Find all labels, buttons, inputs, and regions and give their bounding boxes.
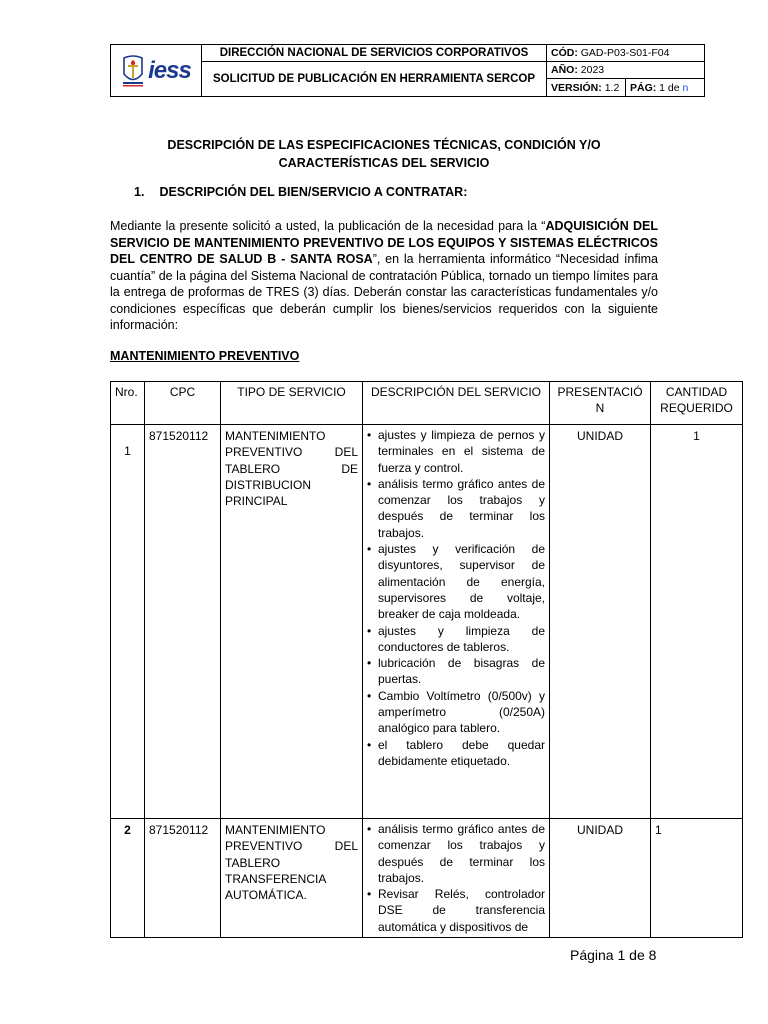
code-label: CÓD: — [551, 47, 578, 59]
section-heading — [134, 185, 467, 199]
cell-cpc: 871520112 — [145, 819, 221, 938]
table-row — [111, 819, 743, 938]
services-table — [110, 381, 743, 938]
year-value: 2023 — [580, 64, 605, 76]
cell-presentacion: UNIDAD — [550, 819, 651, 938]
header-cantidad: CANTIDAD REQUERIDO — [651, 382, 743, 425]
header-nro: Nro. — [111, 382, 145, 425]
year-cell — [547, 62, 705, 79]
cell-cantidad: 1 — [651, 819, 743, 938]
list-item: • ajustes y limpieza de conductores de tableros. — [366, 623, 545, 656]
cell-cantidad: 1 — [651, 425, 743, 819]
header-line-2: SOLICITUD DE PUBLICACIÓN EN HERRAMIENTA SERCOP — [202, 62, 547, 97]
page-label: PÁG: — [630, 81, 657, 94]
document-header — [110, 44, 705, 97]
header-presentacion: PRESENTACIÓN — [550, 382, 651, 425]
cell-tipo: MANTENIMIENTO PREVENTIVO DEL TABLERO TRANSFERENCIA AUTOMÁTICA. — [221, 819, 363, 938]
description-list — [366, 427, 545, 769]
paragraph-bold: ADQUISICIÓN DEL SERVICIO DE MANTENIMIENTO PREVENTIVO DE LOS EQUIPOS Y SISTEMAS ELÉCTRICOS DEL CENTRO DE SALUD B - SANTA ROSA — [110, 219, 658, 266]
page-value: 1 de — [659, 81, 680, 94]
cell-nro: 1 — [111, 425, 145, 819]
table-header-row — [111, 382, 743, 425]
paragraph-rest: ”, en la herramienta informático “Necesidad ínfima cuantía” de la página del Sistema Nacional de contratación Pública, tornado un tiempo límites para la entrega de proformas de TRES (3) días. Deberán constar las características fundamentales y/o condiciones específicas que deberán cumplir los bienes/servicios requeridos con la siguiente información: — [110, 252, 658, 332]
header-descripcion: DESCRIPCIÓN DEL SERVICIO — [363, 382, 550, 425]
cell-nro: 2 — [111, 819, 145, 938]
cell-descripcion — [363, 819, 550, 938]
version-cell — [547, 79, 626, 97]
list-item: • Cambio Voltímetro (0/500v) y amperímetro (0/250A) analógico para tablero. — [366, 688, 545, 737]
list-item: • ajustes y verificación de disyuntores, supervisor de alimentación de energía, supervisores de voltaje, breaker de caja moldeada. — [366, 541, 545, 622]
logo-cell — [111, 45, 202, 97]
year-label: AÑO: — [551, 64, 578, 76]
section-number: 1. — [134, 185, 145, 199]
iess-emblem-icon — [121, 54, 145, 88]
page-total: n — [682, 81, 689, 94]
list-item: • análisis termo gráfico antes de comenzar los trabajos y después de terminar los trabajos. — [366, 476, 545, 541]
table-row — [111, 425, 743, 819]
version-value: 1.2 — [604, 81, 620, 94]
description-list — [366, 821, 545, 935]
page-cell — [626, 79, 705, 97]
cell-presentacion: UNIDAD — [550, 425, 651, 819]
iess-logo — [111, 47, 201, 95]
cell-cpc: 871520112 — [145, 425, 221, 819]
list-item: • Revisar Relés, controlador DSE de transferencia automática y dispositivos de — [366, 886, 545, 935]
list-item: • ajustes y limpieza de pernos y terminales en el sistema de fuerza y control. — [366, 427, 545, 476]
list-item: • el tablero debe quedar debidamente etiquetado. — [366, 737, 545, 770]
code-value: GAD-P03-S01-F04 — [580, 47, 670, 59]
subheading: MANTENIMIENTO PREVENTIVO — [110, 349, 300, 363]
header-cpc: CPC — [145, 382, 221, 425]
header-tipo: TIPO DE SERVICIO — [221, 382, 363, 425]
version-label: VERSIÓN: — [551, 81, 602, 94]
cell-descripcion — [363, 425, 550, 819]
document-title: DESCRIPCIÓN DE LAS ESPECIFICACIONES TÉCNICAS, CONDICIÓN Y/O CARACTERÍSTICAS DEL SERVICIO — [167, 138, 601, 170]
header-line-1: DIRECCIÓN NACIONAL DE SERVICIOS CORPORATIVOS — [202, 45, 547, 62]
list-item: • lubricación de bisagras de puertas. — [366, 655, 545, 688]
logo-wordmark: iess — [148, 56, 191, 84]
section-heading-text: DESCRIPCIÓN DEL BIEN/SERVICIO A CONTRATAR: — [159, 185, 468, 199]
cell-tipo: MANTENIMIENTO PREVENTIVO DEL TABLERO DE DISTRIBUCION PRINCIPAL — [221, 425, 363, 819]
intro-paragraph — [110, 218, 658, 334]
paragraph-intro: Mediante la presente solicitó a usted, la publicación de la necesidad para la “ — [110, 219, 546, 233]
list-item: • análisis termo gráfico antes de comenzar los trabajos y después de terminar los trabajos. — [366, 821, 545, 886]
code-cell — [547, 45, 705, 62]
page-footer: Página 1 de 8 — [570, 947, 657, 963]
